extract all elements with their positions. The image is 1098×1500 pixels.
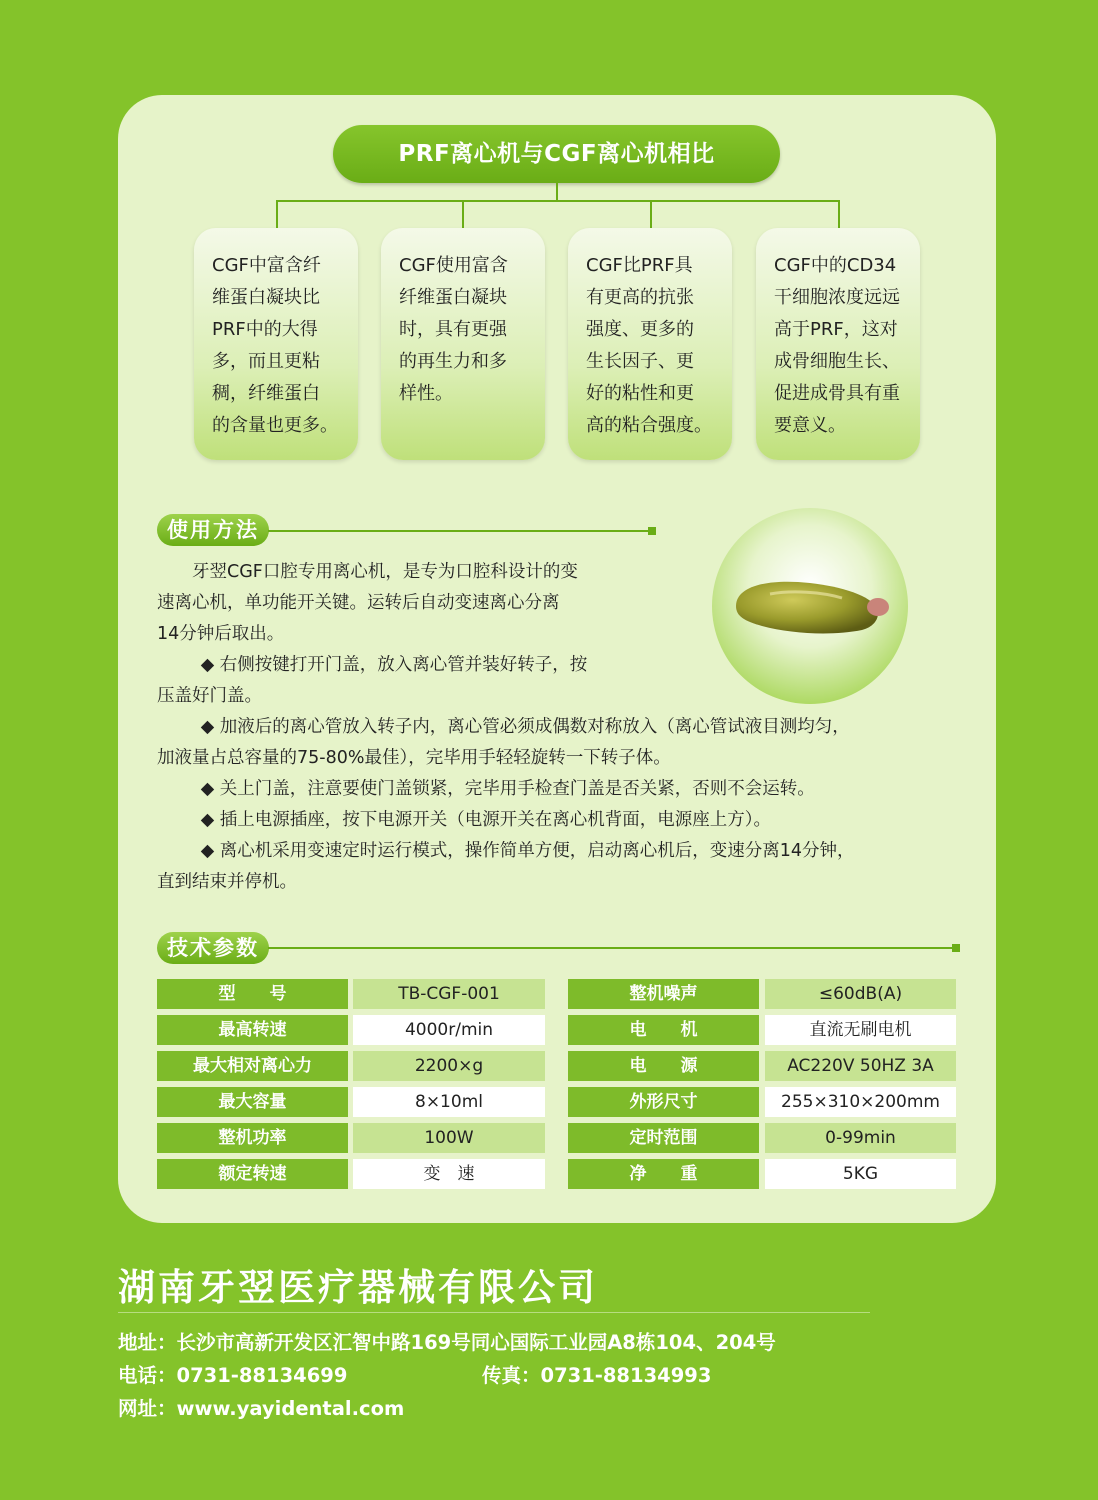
comparison-box	[756, 228, 920, 460]
spec-label: 最高转速	[157, 1015, 348, 1045]
box-line: CGF中的CD34	[774, 255, 897, 276]
box-line: 强度、更多的	[586, 319, 694, 340]
box-line: 的含量也更多。	[212, 415, 338, 436]
tree-connector	[556, 183, 558, 201]
tree-connector	[650, 200, 652, 228]
spec-label: 整机功率	[157, 1123, 348, 1153]
spec-value: 100W	[353, 1123, 545, 1153]
usage-line: 压盖好门盖。	[157, 686, 262, 706]
spec-value: ≤60dB(A)	[765, 979, 956, 1009]
spec-row	[0, 1015, 1098, 1045]
box-line: 成骨细胞生长、	[774, 351, 900, 372]
box-line: 时，具有更强	[399, 319, 507, 340]
spec-value: TB-CGF-001	[353, 979, 545, 1009]
usage-line: 牙翌CGF口腔专用离心机，是专为口腔科设计的变	[192, 562, 578, 582]
box-line: 有更高的抗张	[586, 287, 694, 308]
usage-line: ◆ 关上门盖，注意要使门盖锁紧，完毕用手检查门盖是否关紧，否则不会运转。	[200, 779, 815, 799]
spec-value: 8×10ml	[353, 1087, 545, 1117]
divider	[268, 947, 956, 949]
divider	[268, 530, 652, 532]
box-line: 多，而且更粘	[212, 351, 320, 372]
box-line: CGF使用富含	[399, 255, 508, 276]
spec-value: 4000r/min	[353, 1015, 545, 1045]
usage-line: ◆ 加液后的离心管放入转子内，离心管必须成偶数对称放入（离心管试液目测均匀，	[200, 717, 850, 737]
comparison-box	[568, 228, 732, 460]
spec-label: 型 号	[157, 979, 348, 1009]
spec-label: 整机噪声	[568, 979, 759, 1009]
spec-label: 定时范围	[568, 1123, 759, 1153]
usage-heading-label: 使用方法	[157, 514, 269, 546]
spec-value: 0-99min	[765, 1123, 956, 1153]
spec-row	[0, 1087, 1098, 1117]
usage-heading	[157, 514, 277, 548]
usage-line: ◆ 插上电源插座，按下电源开关（电源开关在离心机背面，电源座上方）。	[200, 810, 772, 830]
box-line: 纤维蛋白凝块	[399, 287, 507, 308]
specs-heading-label: 技术参数	[157, 932, 269, 964]
company-name: 湖南牙翌医疗器械有限公司	[118, 1266, 598, 1309]
spec-label: 外形尺寸	[568, 1087, 759, 1117]
divider-end-dot	[952, 944, 960, 952]
tree-connector	[838, 200, 840, 228]
spec-row	[0, 1051, 1098, 1081]
box-line: 要意义。	[774, 415, 846, 436]
usage-line: 加液量占总容量的75-80%最佳），完毕用手轻轻旋转一下转子体。	[157, 748, 671, 768]
box-line: 高的粘合强度。	[586, 415, 712, 436]
spec-label: 额定转速	[157, 1159, 348, 1189]
box-line: CGF比PRF具	[586, 255, 693, 276]
usage-line: 速离心机，单功能开关键。运转后自动变速离心分离	[157, 593, 560, 613]
spec-label: 最大容量	[157, 1087, 348, 1117]
specs-heading	[157, 932, 277, 966]
divider-end-dot	[648, 527, 656, 535]
box-line: 高于PRF，这对	[774, 319, 898, 340]
tree-connector	[276, 200, 840, 202]
box-line: 稠，纤维蛋白	[212, 383, 320, 404]
footer-website: 网址：www.yayidental.com	[118, 1397, 405, 1420]
usage-line: ◆ 离心机采用变速定时运行模式，操作简单方便，启动离心机后，变速分离14分钟，	[200, 841, 855, 861]
box-line: 生长因子、更	[586, 351, 694, 372]
footer-fax: 传真：0731-88134993	[482, 1364, 712, 1387]
box-line: 的再生力和多	[399, 351, 507, 372]
spec-row	[0, 1159, 1098, 1189]
comparison-box	[381, 228, 545, 460]
spec-value: 255×310×200mm	[765, 1087, 956, 1117]
spec-label: 电 机	[568, 1015, 759, 1045]
comparison-box	[194, 228, 358, 460]
spec-value: 5KG	[765, 1159, 956, 1189]
usage-text	[157, 557, 697, 712]
spec-label: 净 重	[568, 1159, 759, 1189]
box-line: PRF中的大得	[212, 319, 318, 340]
box-line: 促进成骨具有重	[774, 383, 900, 404]
footer-address: 地址：长沙市高新开发区汇智中路169号同心国际工业园A8栋104、204号	[118, 1331, 776, 1354]
spec-label: 电 源	[568, 1051, 759, 1081]
box-line: 干细胞浓度远远	[774, 287, 900, 308]
spec-value: AC220V 50HZ 3A	[765, 1051, 956, 1081]
box-line: CGF中富含纤	[212, 255, 321, 276]
tree-connector	[276, 200, 278, 228]
usage-text-wide	[157, 712, 957, 898]
spec-value: 变 速	[353, 1159, 545, 1189]
usage-line: ◆ 右侧按键打开门盖，放入离心管并装好转子，按	[200, 655, 588, 675]
footer-divider	[118, 1312, 870, 1313]
tree-connector	[462, 200, 464, 228]
comparison-title: PRF离心机与CGF离心机相比	[333, 125, 780, 183]
spec-row	[0, 979, 1098, 1009]
spec-value: 直流无刷电机	[765, 1015, 956, 1045]
box-line: 样性。	[399, 383, 453, 404]
box-line: 维蛋白凝块比	[212, 287, 320, 308]
spec-row	[0, 1123, 1098, 1153]
spec-label: 最大相对离心力	[157, 1051, 348, 1081]
box-line: 好的粘性和更	[586, 383, 694, 404]
usage-line: 直到结束并停机。	[157, 872, 297, 892]
cgf-clot-photo	[712, 508, 908, 704]
footer-phone: 电话：0731-88134699	[118, 1364, 348, 1387]
spec-value: 2200×g	[353, 1051, 545, 1081]
usage-line: 14分钟后取出。	[157, 624, 285, 644]
